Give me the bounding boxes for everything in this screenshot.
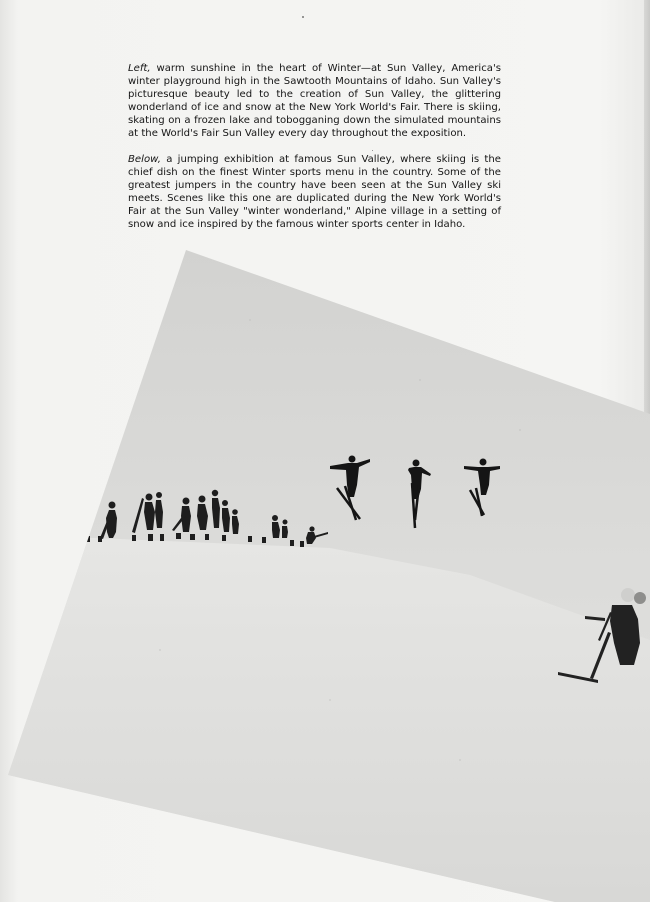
caption-below-lead: Below, — [128, 153, 161, 165]
caption-left-lead: Left, — [128, 63, 151, 74]
caption-below-body: a jumping exhibition at famous Sun Valley, where skiing is the chief dish on the finest Winter sports menu in the country. Some of the greatest jumpers in the country have been seen at the Sun Valley ski meets. Scenes like this one are duplicated during the New York World's Fair at the Sun Valley "winter wonderland," Alpine village in a setting of snow and ice inspired by the famous winter sports center in Idaho. — [128, 153, 501, 231]
caption-left-body: warm sunshine in the heart of Winter—at Sun Valley, America's winter playground high in the Sawtooth Mountains of Idaho. Sun Valley's picturesque beauty led to the creation of Sun Valley, the glittering wonderland of ice and snow at the New York World's Fair. There is skiing, skating on a frozen lake and tobogganing down the simulated mountains at the World's Fair Sun Valley every day throughout the exposition. — [128, 63, 501, 140]
